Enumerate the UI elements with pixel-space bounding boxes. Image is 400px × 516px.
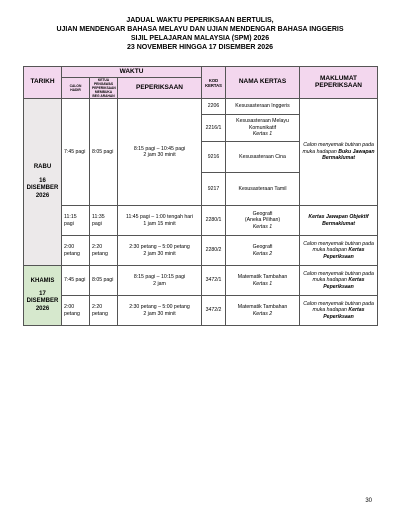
day-cell-khamis — [24, 266, 62, 326]
table-row — [24, 99, 378, 115]
paper-name-text: Kesusasteraan Melayu Komunikatif — [236, 118, 289, 131]
paper-name-text: Matematik Tambahan — [237, 304, 288, 310]
paper-code: 2280/2 — [202, 236, 226, 266]
exam-duration: 2 jam 30 minit — [143, 152, 176, 158]
heading-line-4: 23 NOVEMBER HINGGA 17 DISEMBER 2026 — [126, 44, 273, 51]
paper-part: Kertas 1 — [252, 131, 273, 138]
day-date: 16 DISEMBER 2026 — [26, 177, 59, 199]
table-row — [24, 296, 378, 326]
exam-duration: 2 jam 30 minit — [143, 250, 176, 257]
exam-schedule-table — [23, 66, 378, 326]
exam-duration: 2 jam 30 minit — [143, 310, 176, 317]
paper-name: Kesusasteraan Tamil — [226, 173, 300, 206]
exam-info — [300, 206, 378, 236]
exam-duration: 2 jam — [153, 280, 166, 287]
calon-hadir-time: 7:45 pagi — [62, 99, 90, 206]
table-row — [24, 236, 378, 266]
day-name: KHAMIS — [30, 278, 55, 284]
calon-hadir-time: 11:15 pagi — [62, 206, 90, 236]
paper-part: Kertas 2 — [252, 250, 273, 257]
ketua-pengawas-time: 2:20 petang — [90, 296, 118, 326]
paper-part: Kertas 1 — [252, 280, 273, 287]
exam-time-range: 8:15 pagi – 10:45 pagi — [133, 145, 186, 152]
paper-name-text: Matematik Tambahan — [237, 274, 288, 280]
paper-name: Kesusasteraan Cina — [226, 142, 300, 173]
exam-info — [300, 236, 378, 266]
header-nama-kertas: NAMA KERTAS — [226, 67, 300, 99]
info-bold: Kertas Peperiksaan — [323, 247, 365, 260]
ketua-pengawas-time: 11:35 pagi — [90, 206, 118, 236]
exam-info — [300, 296, 378, 326]
exam-duration: 1 jam 15 minit — [143, 220, 176, 227]
paper-name — [226, 236, 300, 266]
calon-hadir-time: 7:45 pagi — [62, 266, 90, 296]
info-bold: Kertas Jawapan Objektif Bermaklumat — [308, 214, 369, 227]
day-cell-rabu — [24, 99, 62, 266]
exam-time — [118, 99, 202, 206]
exam-time-range: 11:45 pagi – 1:00 tengah hari — [125, 214, 194, 220]
info-bold: Kertas Peperiksaan — [323, 277, 365, 290]
paper-name — [226, 115, 300, 142]
paper-code: 3472/1 — [202, 266, 226, 296]
info-text: Calon menyemak butiran pada muka hadapan — [303, 270, 374, 284]
calon-hadir-time: 2:00 petang — [62, 296, 90, 326]
paper-code: 9216 — [202, 142, 226, 173]
day-name: RABU — [33, 164, 52, 170]
header-tarikh: TARIKH — [24, 67, 62, 99]
info-text: Calon menyemak butiran pada muka hadapan — [303, 300, 374, 314]
paper-part: Kertas 1 — [252, 223, 273, 230]
ketua-pengawas-time: 2:20 petang — [90, 236, 118, 266]
calon-hadir-time: 2:00 petang — [62, 236, 90, 266]
document-heading — [0, 16, 400, 52]
paper-name-sub: (Aneka Pilihan) — [244, 217, 281, 224]
paper-name — [226, 266, 300, 296]
info-bold: Kertas Peperiksaan — [323, 307, 365, 320]
paper-code: 3472/2 — [202, 296, 226, 326]
exam-time-range: 2:30 petang – 5:00 petang — [129, 304, 190, 310]
paper-name — [226, 206, 300, 236]
header-peperiksaan: PEPERIKSAAN — [118, 78, 202, 99]
header-ketua-pengawas: KETUA PENGAWAS PEPERIKSAAN MEMBUKA BEG ARAHAN — [90, 78, 118, 99]
info-text: Calon menyemak butiran pada muka hadapan — [303, 240, 374, 254]
table-row — [24, 206, 378, 236]
paper-code: 2216/1 — [202, 115, 226, 142]
paper-code: 2280/1 — [202, 206, 226, 236]
paper-name — [226, 296, 300, 326]
ketua-pengawas-time: 8:05 pagi — [90, 99, 118, 206]
header-waktu: WAKTU — [62, 67, 202, 78]
exam-time-range: 2:30 petang – 5:00 petang — [129, 244, 190, 250]
day-date: 17 DISEMBER 2026 — [26, 290, 59, 312]
page-number: 30 — [365, 498, 372, 504]
table-row — [24, 266, 378, 296]
exam-time — [118, 296, 202, 326]
heading-line-3: SIJIL PELAJARAN MALAYSIA (SPM) 2026 — [130, 35, 270, 42]
heading-line-2: UJIAN MENDENGAR BAHASA MELAYU DAN UJIAN MENDENGAR BAHASA INGGERIS — [56, 26, 344, 33]
exam-time — [118, 266, 202, 296]
paper-code: 9217 — [202, 173, 226, 206]
exam-time — [118, 236, 202, 266]
info-bold: Buku Jawapan Bermaklumat — [322, 148, 375, 162]
header-maklumat: MAKLUMAT PEPERIKSAAN — [300, 67, 378, 99]
paper-code: 2206 — [202, 99, 226, 115]
paper-name-text: Geografi — [252, 210, 273, 217]
paper-name-text: Geografi — [252, 244, 273, 250]
exam-time — [118, 206, 202, 236]
paper-name: Kesusasteraan Inggeris — [226, 99, 300, 115]
ketua-pengawas-time: 8:05 pagi — [90, 266, 118, 296]
paper-part: Kertas 2 — [252, 310, 273, 317]
exam-info — [300, 99, 378, 206]
exam-time-range: 8:15 pagi – 10:15 pagi — [133, 274, 186, 280]
header-calon-hadir: CALON HADIR — [62, 78, 90, 99]
heading-line-1: JADUAL WAKTU PEPERIKSAAN BERTULIS, — [126, 17, 274, 24]
exam-info — [300, 266, 378, 296]
info-text: Calon menyemak butiran pada muka hadapan — [302, 142, 374, 155]
header-kod-kertas: KOD KERTAS — [202, 67, 226, 99]
